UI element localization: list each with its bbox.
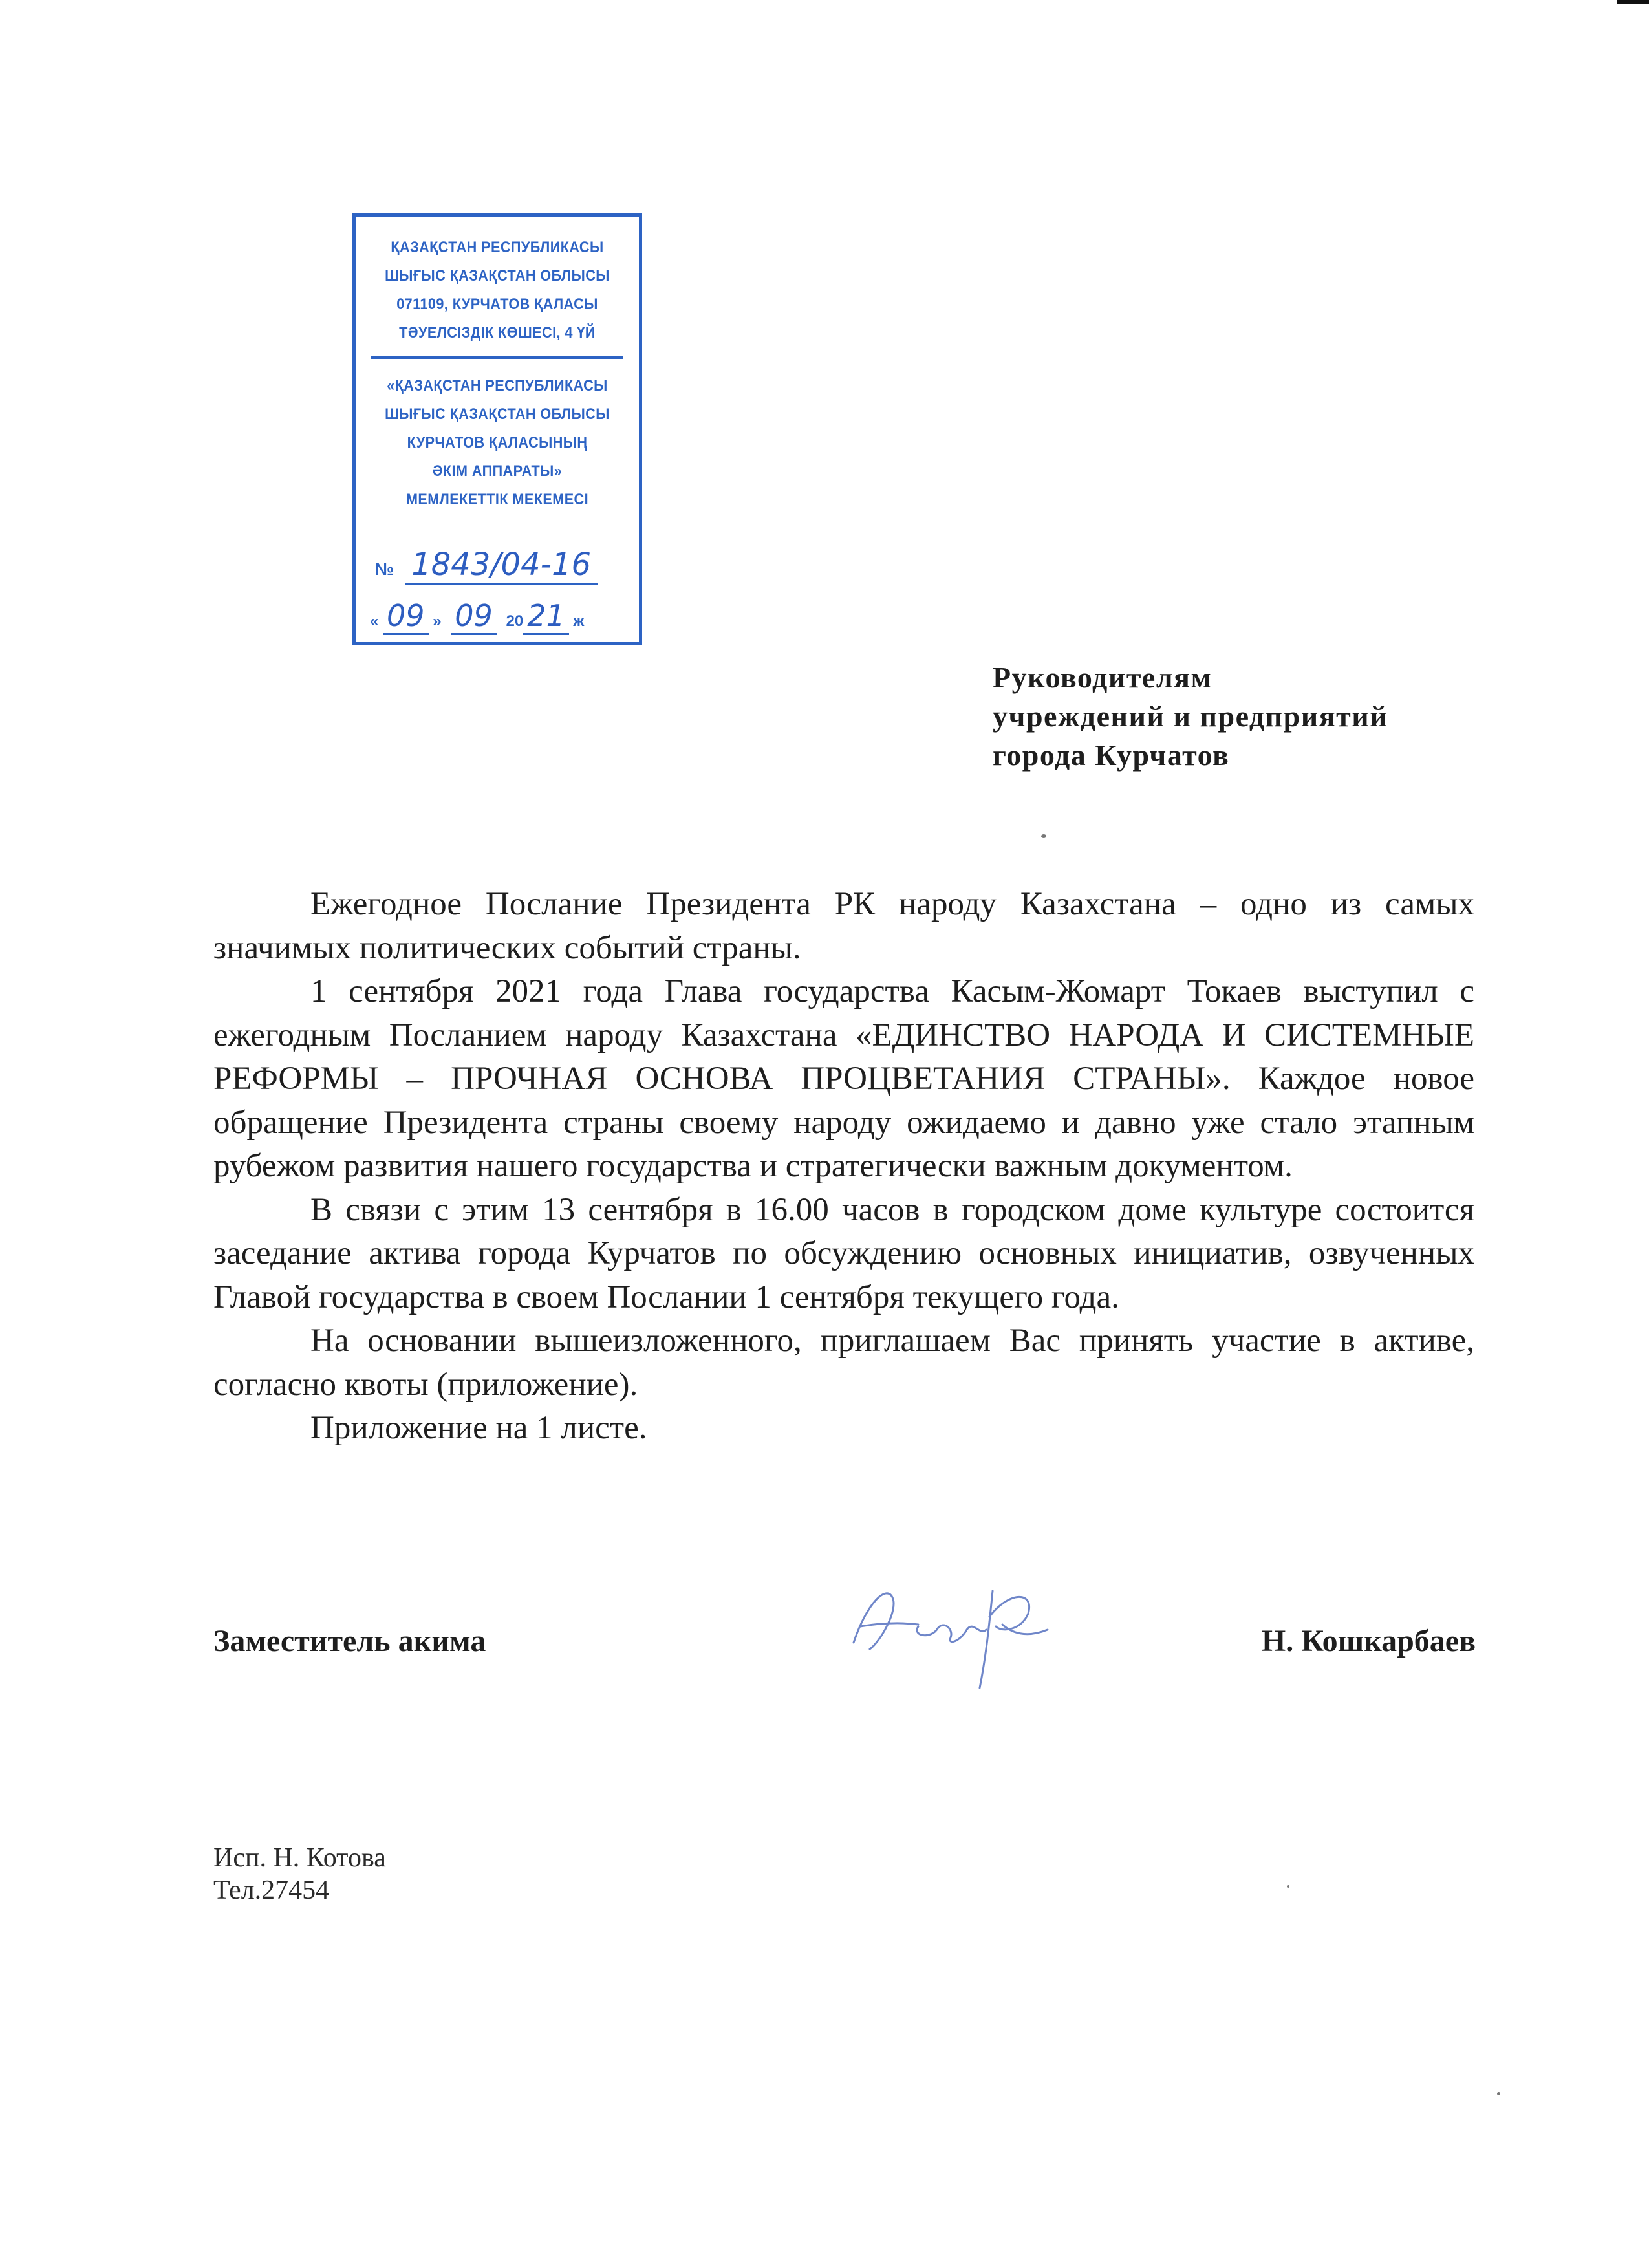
scan-speck [1287,1885,1289,1888]
body-paragraph: Приложение на 1 листе. [310,1410,647,1446]
signatory-name: Н. Кошкарбаев [1261,1624,1476,1658]
body-paragraph: Ежегодное Послание Президента РК народу Казахстана – одно из самых значимых политических событий страны. [213,886,1474,966]
body-paragraph: На основании вышеизложенного, приглашаем Вас принять участие в активе, согласно квоты (приложение). [213,1323,1474,1403]
addressee-line: города Курчатов [993,739,1230,772]
stamp-organization-block [356,372,639,514]
stamp-line: «ҚАЗАҚСТАН РЕСПУБЛИКАСЫ [387,377,608,394]
stamp-line: ШЫҒЫС ҚАЗАҚСТАН ОБЛЫСЫ [385,267,610,285]
stamp-line: МЕМЛЕКЕТТІК МЕКЕМЕСІ [405,491,589,508]
scan-speck [1041,834,1046,838]
date-year-prefix: 20 [506,612,524,630]
body-paragraph: В связи с этим 13 сентября в 16.00 часов в городском доме культуре состоится заседание актива города Курчатов по обсуждению основных инициатив, озвученных Главой государства в своем Послании 1 сентября текущего года. [213,1191,1474,1315]
stamp-divider [371,356,623,359]
date-suffix: ж [573,612,585,630]
date-quote-close: » [433,612,442,630]
letter-body [213,883,1474,1451]
registration-stamp [352,213,642,645]
addressee-line: Руководителям [993,661,1212,694]
executor-name: Исп. Н. Котова [213,1843,386,1873]
stamp-address-block [356,217,639,347]
executor-block [213,1842,386,1906]
scan-edge-mark [1617,0,1649,4]
stamp-registration-number [375,546,627,585]
stamp-line: КУРЧАТОВ ҚАЛАСЫНЫҢ [407,434,588,451]
handwritten-number: 1843/04-16 [405,546,598,585]
addressee-line: учреждений и предприятий [993,700,1388,733]
executor-phone: Тел.27454 [213,1875,330,1905]
number-sign: № [375,559,394,579]
date-quote-open: « [370,612,379,630]
scan-speck [1497,2092,1500,2095]
signatory-title: Заместитель акима [213,1624,486,1658]
handwritten-day: 09 [383,598,429,635]
body-paragraph: 1 сентября 2021 года Глава государства Касым-Жомарт Токаев выступил с ежегодным Посланием народу Казахстана «ЕДИНСТВО НАРОДА И СИСТЕМНЫЕ РЕФОРМЫ – ПРОЧНАЯ ОСНОВА ПРОЦВЕТАНИЯ СТРАНЫ». Каждое новое обращение Президента страны своему народу ожидаемо и давно уже стало этапным рубежом развития нашего государства и стратегически важным документом. [213,973,1474,1184]
addressee-block [993,658,1523,775]
stamp-line: ТӘУЕЛСІЗДІК КӨШЕСІ, 4 ҮЙ [399,324,596,341]
stamp-line: ҚАЗАҚСТАН РЕСПУБЛИКАСЫ [391,239,604,256]
handwritten-signature [841,1565,1054,1694]
stamp-line: ӘКІМ АППАРАТЫ» [432,462,563,480]
stamp-line: 071109, КУРЧАТОВ ҚАЛАСЫ [396,296,598,313]
stamp-date [370,598,635,635]
stamp-line: ШЫҒЫС ҚАЗАҚСТАН ОБЛЫСЫ [385,405,610,423]
handwritten-month: 09 [451,598,497,635]
handwritten-year: 21 [523,598,569,635]
